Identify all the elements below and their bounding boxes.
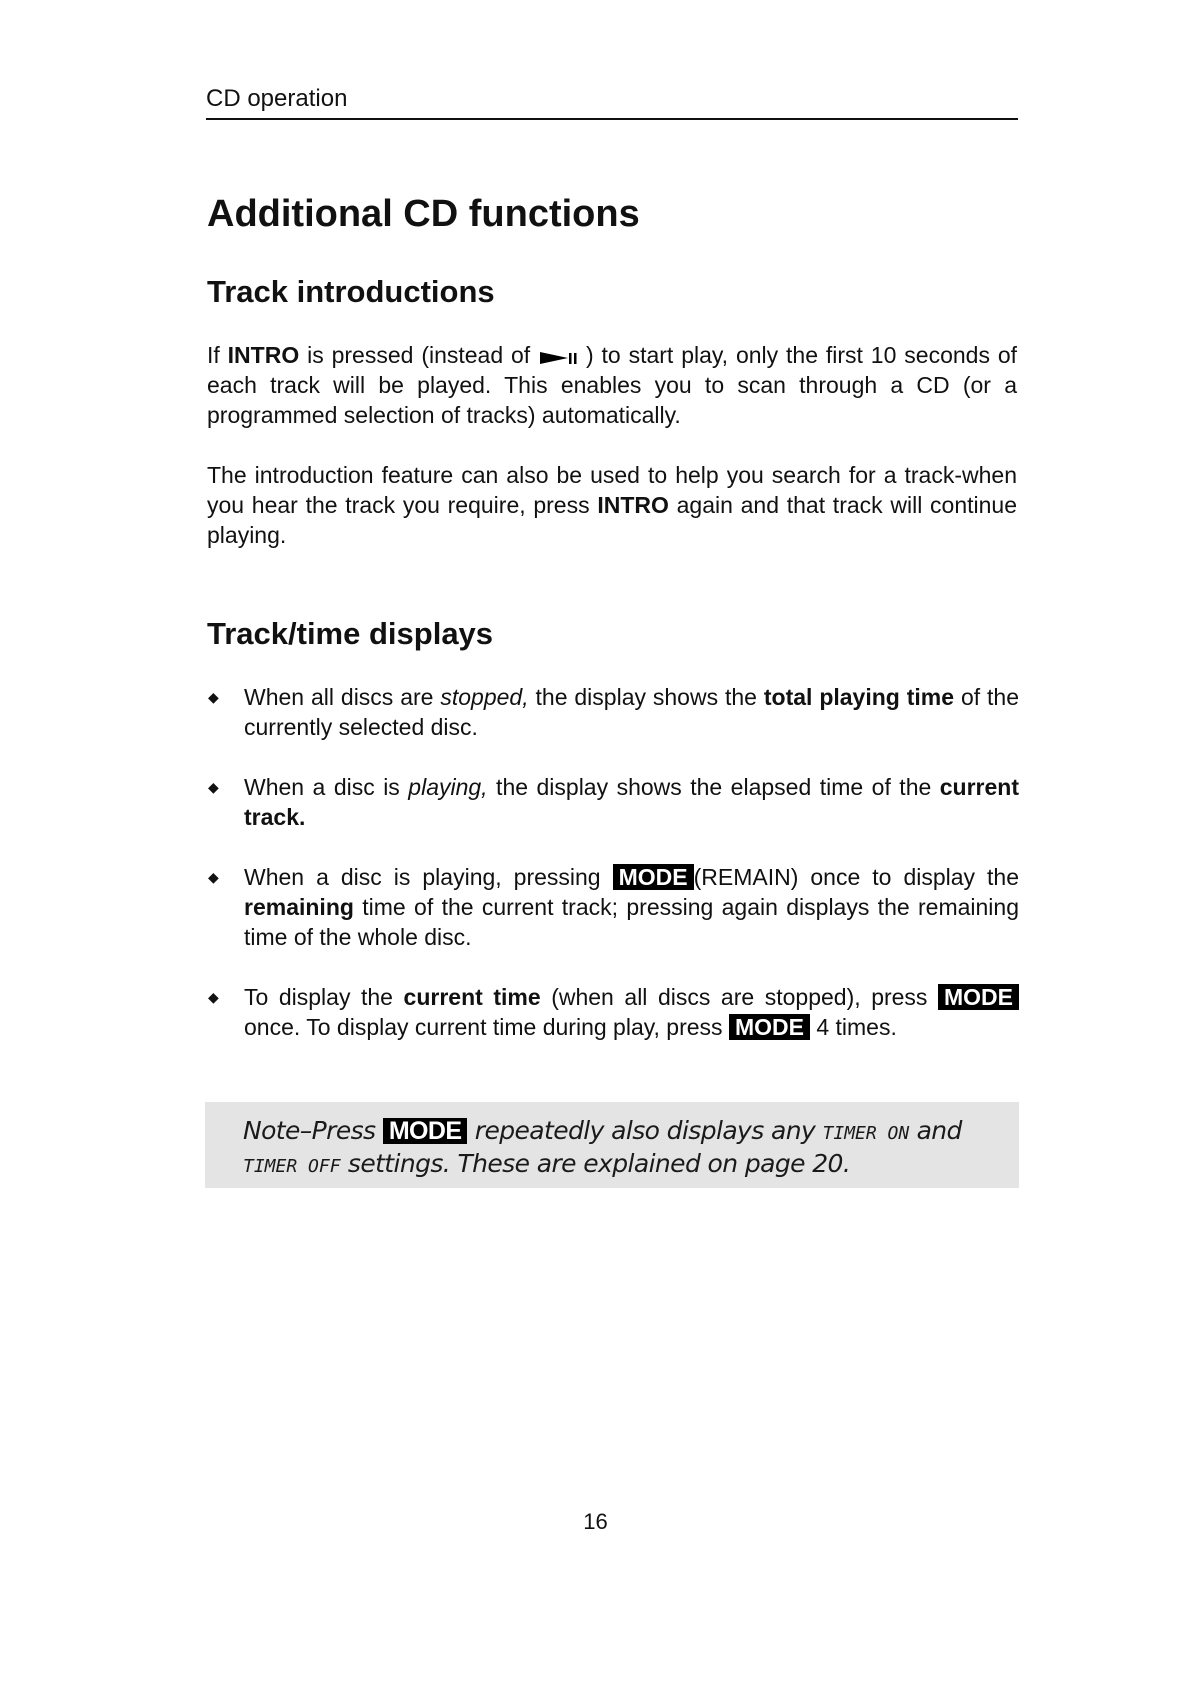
list-item: ◆ When a disc is playing, the display shows the elapsed time of the current track.	[208, 774, 1020, 830]
mode-key-label: MODE	[613, 864, 694, 890]
list-item: ◆ When all discs are stopped, the display shows the total playing time of the currently selected disc.	[208, 684, 1020, 740]
intro-paragraph-2: The introduction feature can also be used to help you search for a track-when you hear the track you require, press INTRO again and that track will continue playing.	[207, 462, 1017, 548]
section-label: CD operation	[206, 85, 348, 112]
track-time-displays-heading: Track/time displays	[207, 616, 494, 651]
diamond-bullet-icon: ◆	[208, 989, 219, 1005]
diamond-bullet-icon: ◆	[208, 869, 219, 885]
diamond-bullet-icon: ◆	[208, 689, 219, 705]
intro-key-label: INTRO	[227, 342, 300, 368]
intro-key-label: INTRO	[597, 492, 669, 518]
mode-key-label: MODE	[383, 1118, 468, 1144]
note-text: Note–Press MODE repeatedly also displays any TIMER ON and TIMER OFF settings. These are explained on page 20.	[243, 1116, 962, 1178]
diamond-bullet-icon: ◆	[208, 779, 219, 795]
intro-paragraph-1: If INTRO is pressed (instead of ) to start play, only the first 10 seconds of each track will be played. This enables you to scan through a CD (or a programmed selection of tracks) automatically.	[207, 342, 1018, 428]
list-item: ◆ To display the current time (when all discs are stopped), press MODE once. To display current time during play, press MODE 4 times.	[207, 982, 1019, 1042]
page-title: Additional CD functions	[207, 193, 640, 235]
track-introductions-heading: Track introductions	[207, 274, 495, 309]
lcd-text-timer-on: TIMER ON	[822, 1123, 910, 1144]
list-item: ◆ When a disc is playing, pressing MODE (REMAIN) once to display the remaining time of the current track; pressing again displays the remaining time of the whole disc.	[208, 864, 1020, 950]
lcd-text-timer-off: TIMER OFF	[243, 1156, 341, 1177]
mode-key-label: MODE	[729, 1014, 810, 1040]
play-pause-icon	[538, 347, 578, 367]
mode-key-label: MODE	[938, 984, 1019, 1010]
display-bullet-list	[207, 682, 1019, 1072]
running-header	[206, 84, 1018, 120]
note-box	[205, 1102, 1019, 1188]
page-number: 16	[583, 1509, 608, 1534]
